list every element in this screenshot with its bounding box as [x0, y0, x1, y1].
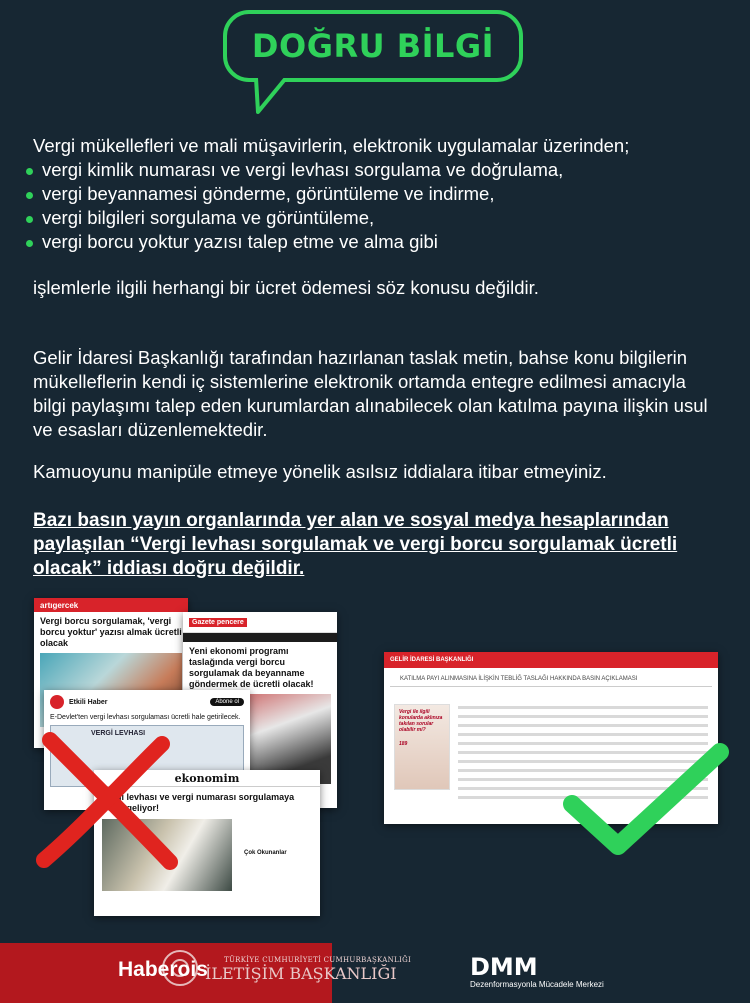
- account-name: Etkili Haber: [69, 698, 108, 706]
- clipping-headline: Yeni ekonomi programı taslağında vergi borcu sorgulamak da beyanname göndermek de ücretli olacak!: [189, 646, 314, 689]
- clipping-headline: KATILMA PAYI ALINMASINA İLİŞKİN TEBLİĞ TASLAĞI HAKKINDA BASIN AÇIKLAMASI: [390, 668, 712, 687]
- clipping-nav: [183, 633, 337, 642]
- clipping-sidebar: Çok Okunanlar: [244, 850, 287, 856]
- clipping-headline: Vergi borcu sorgulamak, 'vergi borcu yoktur' yazısı almak ücretli olacak: [40, 616, 182, 648]
- intro-text: Vergi mükellefleri ve mali müşavirlerin, elektronik uygulamalar üzerinden;: [33, 135, 630, 156]
- banner-number: 189: [399, 741, 408, 747]
- clipping-logo: artıgercek: [40, 600, 79, 610]
- haberois-logo: Haberois: [118, 958, 208, 981]
- paragraph-warning: Kamuoyunu manipüle etmeye yönelik asılsız iddialara itibar etmeyiniz.: [33, 461, 607, 482]
- bullet-list: [26, 158, 716, 254]
- dmm-logo-text: DMM: [470, 955, 538, 977]
- bullet-item: vergi beyannamesi gönderme, görüntüleme ve indirme,: [26, 182, 716, 206]
- paragraph-info: Gelir İdaresi Başkanlığı tarafından hazırlanan taslak metin, bahse konu bilgilerin mükelleflerin kendi iç sistemlerine elektronik ortamda entegre edilmesi amacıyla bilgi paylaşımı talep eden kurumlardan alınabilecek olan katılma payına ilişkin usul ve esasları düzenlemektedir.: [33, 347, 708, 440]
- bullet-item: vergi bilgileri sorgulama ve görüntüleme,: [26, 206, 716, 230]
- dmm-logo: [470, 955, 580, 977]
- emphasis-statement: Bazı basın yayın organlarında yer alan ve sosyal medya hesaplarından paylaşılan “Vergi levhası sorgulamak ve vergi borcu sorgulamak ücretli olacak” iddiası doğru değildir.: [33, 510, 678, 579]
- follow-button: Abone ol: [210, 698, 244, 706]
- document-title: VERGİ LEVHASI: [91, 730, 146, 737]
- outro-text: işlemlerle ilgili herhangi bir ücret ödemesi söz konusu değildir.: [33, 277, 539, 298]
- dmm-subtitle: Dezenformasyonla Mücadele Merkezi: [470, 980, 604, 989]
- header-bubble: [223, 10, 523, 82]
- bullet-item: vergi kimlik numarası ve vergi levhası sorgulama ve doğrulama,: [26, 158, 716, 182]
- gov-subtitle: TÜRKİYE CUMHURİYETİ CUMHURBAŞKANLIĞI: [224, 956, 412, 964]
- helpline-banner: [394, 704, 450, 790]
- avatar: [50, 695, 64, 709]
- clipping-logo: Gazete pencere: [189, 618, 247, 627]
- post-text: E-Devlet'ten vergi levhası sorgulaması ücretli hale getirilecek.: [50, 714, 241, 721]
- check-mark-icon: [560, 742, 730, 858]
- clipping-logo: ekonomim: [174, 771, 240, 785]
- bubble-tail-icon: [252, 78, 292, 118]
- bullet-item: vergi borcu yoktur yazısı talep etme ve alma gibi: [26, 230, 716, 254]
- cross-mark-icon: [30, 730, 180, 870]
- gov-title: İLETİŞİM BAŞKANLIĞI: [205, 964, 397, 983]
- page-title: DOĞRU BİLGİ: [251, 27, 495, 65]
- clipping-logo: GELİR İDARESİ BAŞKANLIĞI: [390, 657, 474, 663]
- clipping-headline: Vergi levhası ve vergi numarası sorgulamaya ücret geliyor!: [102, 792, 295, 813]
- banner-text: Vergi ile ilgili konularda aklınıza takılan sorular olabilir mi?: [399, 709, 443, 733]
